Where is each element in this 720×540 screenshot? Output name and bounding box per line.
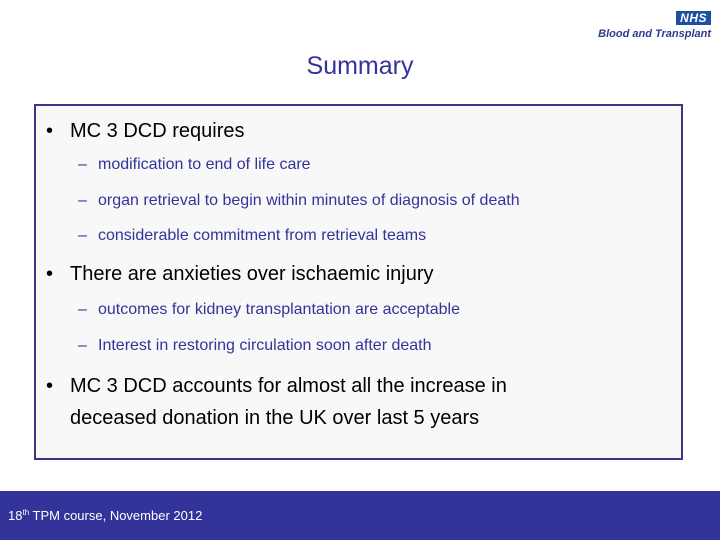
nhs-badge: NHS	[676, 11, 711, 25]
footer-course-text: TPM course, November 2012	[29, 508, 203, 523]
dash-mark: –	[78, 156, 87, 173]
logo-text: Blood and Transplant	[598, 28, 711, 40]
dash-mark: –	[78, 192, 87, 209]
bullet-mark: •	[46, 375, 54, 397]
sub-bullet-text: Interest in restoring circulation soon after death	[98, 337, 432, 354]
dash-mark: –	[78, 227, 87, 244]
sub-bullet-text: modification to end of life care	[98, 156, 311, 173]
bullet-text: deceased donation in the UK over last 5 years	[70, 407, 480, 429]
footer-ordinal: th	[22, 508, 30, 517]
dash-mark: –	[78, 337, 87, 354]
sub-bullet-text: considerable commitment from retrieval teams	[98, 227, 427, 244]
sub-bullet-text: outcomes for kidney transplantation are acceptable	[98, 301, 460, 318]
nhs-blood-and-transplant-logo	[581, 9, 711, 40]
bullet-mark: •	[46, 263, 54, 285]
footer-text	[8, 508, 202, 523]
sub-bullet-text: organ retrieval to begin within minutes of diagnosis of death	[98, 192, 520, 209]
bullet-text: MC 3 DCD accounts for almost all the increase in	[70, 375, 507, 397]
bullet-text: MC 3 DCD requires	[70, 120, 245, 142]
bullet-mark: •	[46, 120, 54, 142]
bullet-text: There are anxieties over ischaemic injury	[70, 263, 434, 285]
footer-bar	[0, 491, 720, 540]
content-box	[34, 104, 683, 460]
footer-number: 18	[8, 508, 23, 523]
slide-title: Summary	[306, 52, 414, 80]
dash-mark: –	[78, 301, 87, 318]
